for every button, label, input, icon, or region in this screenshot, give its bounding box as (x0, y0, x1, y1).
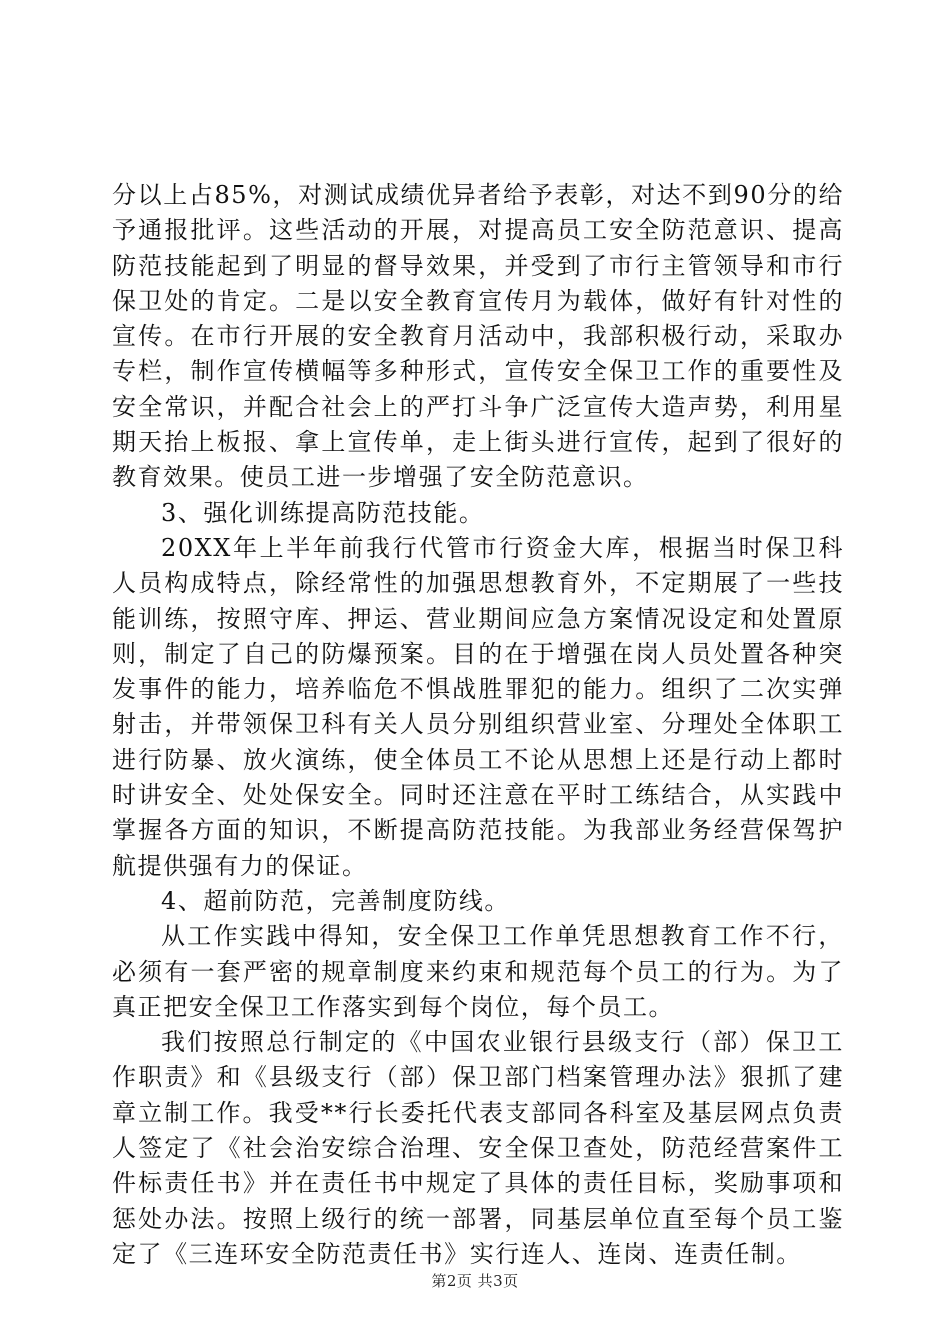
paragraph-5: 从工作实践中得知，安全保卫工作单凭思想教育工作不行，必须有一套严密的规章制度来约束和规范每个员工的行为。为了真正把安全保卫工作落实到每个岗位，每个员工。 (112, 922, 844, 1021)
paragraph-3: 20XX年上半年前我行代管市行资金大库，根据当时保卫科人员构成特点，除经常性的加强思想教育外，不定期展了一些技能训练，按照守库、押运、营业期间应急方案情况设定和处置原则，制定了自己的防爆预案。目的在于增强在岗人员处置各种突发事件的能力，培养临危不惧战胜罪犯的能力。组织了二次实弹射击，并带领保卫科有关人员分别组织营业室、分理处全体职工进行防暴、放火演练，使全体员工不论从思想上还是行动上都时时讲安全、处处保安全。同时还注意在平时工练结合，从实践中掌握各方面的知识，不断提高防范技能。为我部业务经营保驾护航提供强有力的保证。 (112, 533, 844, 880)
page-number-footer: 第2页 共3页 (431, 1272, 519, 1290)
paragraph-1: 分以上占85%，对测试成绩优异者给予表彰，对达不到90分的给予通报批评。这些活动的开展，对提高员工安全防范意识、提高防范技能起到了明显的督导效果，并受到了市行主管领导和市行保卫处的肯定。二是以安全教育宣传月为载体，做好有针对性的宣传。在市行开展的安全教育月活动中，我部积极行动，采取办专栏，制作宣传横幅等多种形式，宣传安全保卫工作的重要性及安全常识，并配合社会上的严打斗争广泛宣传大造声势，利用星期天抬上板报、拿上宣传单，走上街头进行宣传，起到了很好的教育效果。使员工进一步增强了安全防范意识。 (112, 181, 844, 492)
paragraph-2-heading: 3、强化训练提高防范技能。 (161, 498, 485, 527)
paragraph-6: 我们按照总行制定的《中国农业银行县级支行（部）保卫工作职责》和《县级支行（部）保卫部门档案管理办法》狠抓了建章立制工作。我受**行长委托代表支部同各科室及基层网点负责人签定了《社会治安综合治理、安全保卫查处，防范经营案件工件标责任书》并在责任书中规定了具体的责任目标，奖励事项和惩处办法。按照上级行的统一部署，同基层单位直至每个员工鉴定了《三连环安全防范责任书》实行连人、连岗、连责任制。 (112, 1028, 844, 1268)
paragraph-4-heading: 4、超前防范，完善制度防线。 (161, 886, 510, 915)
document-body (112, 178, 844, 1272)
